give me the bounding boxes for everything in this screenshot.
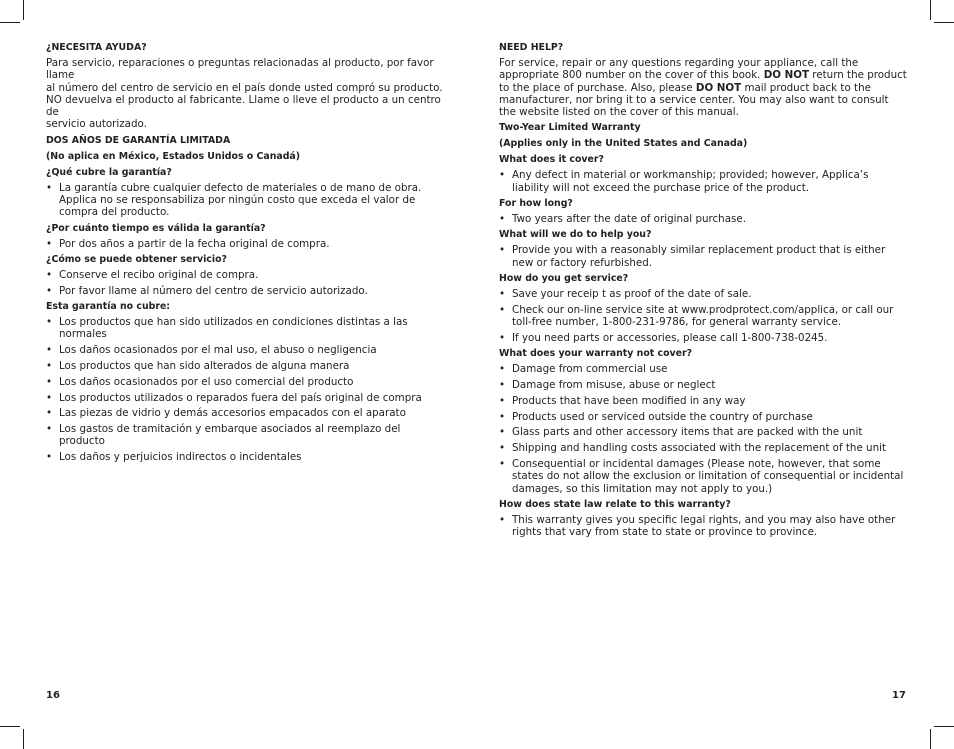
list-item: • Glass parts and other accessory items that are packed with the unit [499,426,908,438]
list-item: • Los productos que han sido alterados de alguna manera [46,360,448,372]
exclusions-list-en [499,363,908,495]
crop-mark [934,22,954,23]
list-item: • Los gastos de tramitación y embarque asociados al reemplazo del producto [46,423,448,448]
coverage-list-es [46,182,448,219]
list-item: • Los daños y perjuicios indirectos o incidentales [46,451,448,463]
coverage-list-en [499,169,908,194]
question-coverage-es: ¿Qué cubre la garantía? [46,166,172,178]
right-page-column [499,42,908,542]
need-help-line: NO devuelva el producto al fabricante. Llame o lleve el producto a un centro de [46,93,441,119]
need-help-heading-en: NEED HELP? [499,42,564,53]
list-item: • If you need parts or accessories, please call 1-800-738-0245. [499,332,908,344]
question-state-law-en: How does state law relate to this warranty? [499,498,731,510]
question-exclusions-es: Esta garantía no cubre: [46,301,171,313]
need-help-paragraph-en [499,57,908,118]
list-item: • Los productos utilizados o reparados fuera del país original de compra [46,392,448,404]
question-service-es: ¿Cómo se puede obtener servicio? [46,253,227,265]
question-duration-en: For how long? [499,198,573,210]
list-item: • La garantía cubre cualquier defecto de materiales o de mano de obra. Applica no se responsabiliza por ningún costo que exceda el valor de compra del producto. [46,182,448,219]
list-item: • Conserve el recibo original de compra. [46,269,448,281]
duration-list-es [46,238,448,250]
list-item: • Consequential or incidental damages (Please note, however, that some states do not allow the exclusion or limitation of consequential or incidental damages, so this limitation may not apply to you.) [499,458,908,495]
list-item: • Any defect in material or workmanship; provided; however, Applica’s liability will not exceed the purchase price of the product. [499,169,908,194]
list-item: • Save your receip t as proof of the date of sale. [499,288,908,300]
need-help-text: For service, repair or any questions regarding your appliance, call the appropriate 800 number on the cover of this book. [499,57,859,82]
crop-mark [0,22,20,23]
list-item: • Por dos años a partir de la fecha original de compra. [46,238,448,250]
list-item: • Provide you with a reasonably similar replacement product that is either new or factory refurbished. [499,244,908,269]
list-item: • Los daños ocasionados por el mal uso, el abuso o negligencia [46,344,448,356]
help-list-en [499,244,908,269]
warranty-subheading-en: (Applies only in the United States and Canada) [499,138,748,150]
need-help-text: mail product back to the manufacturer, nor bring it to a service center. You may also want to consult the website listed on the cover of this manual. [499,81,889,119]
list-item: • Los productos que han sido utilizados en condiciones distintas a las normales [46,316,448,341]
list-item: • Los daños ocasionados por el uso comercial del producto [46,376,448,388]
question-exclusions-en: What does your warranty not cover? [499,348,693,360]
duration-list-en [499,213,908,225]
need-help-heading-es: ¿NECESITA AYUDA? [46,42,147,53]
list-item: • Products that have been modified in any way [499,395,908,407]
page-number-left: 16 [46,690,60,701]
list-item: • Products used or serviced outside the country of purchase [499,411,908,423]
question-help-en: What will we do to help you? [499,229,652,241]
warranty-heading-es: DOS AÑOS DE GARANTÍA LIMITADA [46,134,231,146]
list-item: • Las piezas de vidrio y demás accesorios empacados con el aparato [46,407,448,419]
list-item: • Shipping and handling costs associated with the replacement of the unit [499,442,908,454]
list-item: • Damage from commercial use [499,363,908,375]
need-help-line: Para servicio, reparaciones o preguntas relacionadas al producto, por favor llame [46,57,434,82]
need-help-text: return the product to the place of purchase. Also, please [499,69,907,94]
question-service-en: How do you get service? [499,272,629,284]
state-law-list-en [499,514,908,539]
question-duration-es: ¿Por cuánto tiempo es válida la garantía? [46,222,266,234]
crop-mark [934,726,954,727]
list-item: • Damage from misuse, abuse or neglect [499,379,908,391]
crop-mark [23,729,24,749]
crop-mark [930,729,931,749]
page-number-right: 17 [892,690,906,701]
service-list-es [46,269,448,297]
warranty-heading-en: Two-Year Limited Warranty [499,122,641,134]
do-not-emphasis: DO NOT [763,69,810,82]
need-help-paragraph-es [46,57,448,131]
crop-mark [0,726,20,727]
do-not-emphasis: DO NOT [695,81,742,94]
service-list-en [499,288,908,344]
list-item: • This warranty gives you specific legal rights, and you may also have other rights that vary from state to state or province to province. [499,514,908,539]
left-page-column [46,42,448,467]
list-item: • Two years after the date of original purchase. [499,213,908,225]
exclusions-list-es [46,316,448,463]
question-coverage-en: What does it cover? [499,154,604,166]
crop-mark [930,0,931,20]
warranty-subheading-es: (No aplica en México, Estados Unidos o Canadá) [46,150,301,162]
list-item: • Por favor llame al número del centro de servicio autorizado. [46,285,448,297]
crop-mark [23,0,24,20]
need-help-line: servicio autorizado. [46,118,147,131]
list-item: • Check our on-line service site at www.prodprotect.com/applica, or call our toll-free number, 1-800-231-9786, for general warranty service. [499,304,908,329]
need-help-line: al número del centro de servicio en el país donde usted compró su producto. [46,81,443,94]
